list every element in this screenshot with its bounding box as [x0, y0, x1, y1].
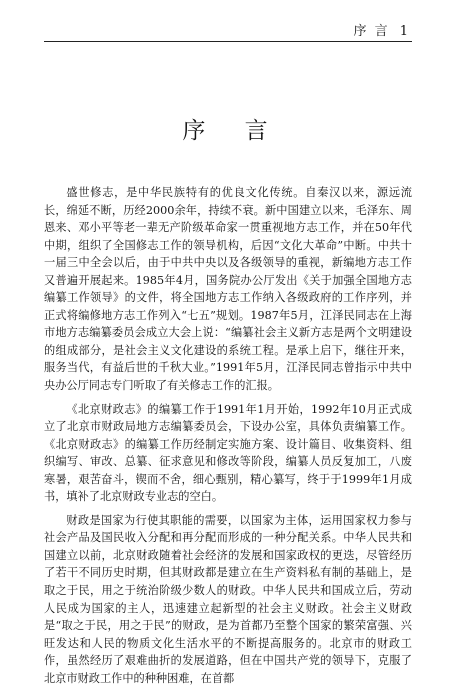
running-head	[353, 20, 408, 39]
paragraph-3: 财政是国家为行使其职能的需要，以国家为主体，运用国家权力参与社会产品及国民收入分配和再分配而形成的一种分配关系。中华人民共和国建立以前，北京财政随着社会经济的发展和国家政权的更迭，尽管经历了若干不同历史时期，但其财政都是建立在生产资料私有制的基础上，是取之于民，用之于统治阶级少数人的财政。中华人民共和国成立后，劳动人民成为国家的主人，迅速建立起新型的社会主义财政。社会主义财政是“取之于民，用之于民”的财政，是为首都乃至整个国家的繁荣富强、兴旺发达和人民的物质文化生活水平的不断提高服务的。北京市的财政工作，虽然经历了艰难曲折的发展道路，但在中国共产党的领导下，克服了北京市财政工作中的种种困难，在首都	[44, 513, 412, 685]
page-number: 1	[399, 24, 408, 39]
paragraph-1: 盛世修志，是中华民族特有的优良文化传统。自秦汉以来，源远流长，绵延不断，历经2000余年，持续不衰。新中国建立以来，毛泽东、周恩来、邓小平等老一辈无产阶级革命家一贯重视地方志工作，并在50年代中期，组织了全国修志工作的领导机构，后因“文化大革命”中断。中共十一届三中全会以后，由于中共中央以及各级领导的重视，新编地方志工作又普遍开展起来。1985年4月，国务院办公厅发出《关于加强全国地方志编纂工作领导》的文件，将全国地方志工作纳入各级政府的工作序列，并正式将编修地方志工作列入“七五”规划。1987年5月，江泽民同志在上海市地方志编纂委员会成立大会上说：“编纂社会主义新方志是两个文明建设的组成部分，是社会主义文化建设的系统工程。是承上启下，继往开来，服务当代，有益后世的千秋大业。”1991年5月，江泽民同志曾指示中共中央办公厅同志专门听取了有关修志工作的汇报。	[44, 186, 412, 393]
chapter-title: 序 言	[182, 118, 284, 144]
body-text	[44, 184, 412, 693]
running-head-title: 序 言	[353, 24, 390, 39]
header-rule	[44, 41, 412, 42]
paragraph-2: 《北京财政志》的编纂工作于1991年1月开始，1992年10月正式成立了北京市财政局地方志编纂委员会，下设办公室，具体负责编纂工作。《北京财政志》的编纂工作历经制定实施方案、设计篇目、收集资料、组织编写、审改、总纂、征求意见和修改等阶段，编纂人员反复加工，八废寒暑，艰苦奋斗，锲而不舍，细心甄别，精心纂写，终于于1999年1月成书，填补了北京财政专业志的空白。	[44, 402, 412, 504]
